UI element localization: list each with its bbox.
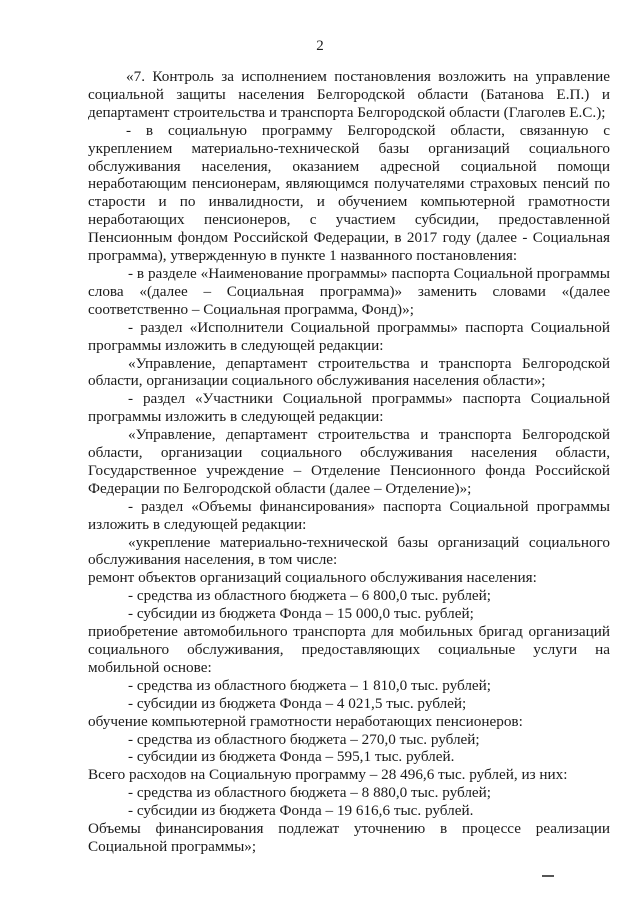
paragraph-executors-text: «Управление, департамент строительства и транспорта Белгородской области, организации социального обслуживания населения области»; (88, 354, 610, 390)
paragraph-transport-heading: приобретение автомобильного транспорта для мобильных бригад организаций социального обслуживания, предоставляющих социальные услуги на мобильной основе: (88, 623, 610, 676)
list-item-training-fund: - субсидии из бюджета Фонда – 595,1 тыс. рублей. (128, 748, 455, 766)
paragraph-total: Всего расходов на Социальную программу – 28 496,6 тыс. рублей, из них: (88, 766, 568, 784)
paragraph-name-section: - в разделе «Наименование программы» паспорта Социальной программы слова «(далее – Социальная программа)» заменить словами «(далее соответственно – Социальная программа, Фонд)»; (88, 264, 610, 318)
paragraph-participants-text: «Управление, департамент строительства и транспорта Белгородской области, организации социального обслуживания населения области, Государственное учреждение – Отделение Пенсионного фонда Российской Федерации по Белгородской области (далее – Отделение)»; (88, 426, 610, 497)
list-item-transport-regional: - средства из областного бюджета – 1 810,0 тыс. рублей; (128, 676, 492, 694)
paragraph-funding-intro: «укрепление материально-технической базы организаций социального обслуживания населения, в том числе: (88, 533, 610, 569)
list-item-total-regional: - средства из областного бюджета – 8 880,0 тыс. рублей; (128, 784, 492, 802)
list-item-training-regional: - средства из областного бюджета – 270,0 тыс. рублей; (128, 730, 480, 748)
list-item-repair-fund: - субсидии из бюджета Фонда – 15 000,0 тыс. рублей; (128, 605, 474, 623)
paragraph-social-program: - в социальную программу Белгородской области, связанную с укреплением материально-технической базы организаций социального обслуживания населения, оказанием адресной социальной помощи неработающим пенсионерам, являющимся получателями страховых пенсий по старости и по инвалидности, и обучением компьютерной грамотности неработающих пенсионеров, с участием субсидии, предоставленной Пенсионным фондом Российской Федерации, в 2017 году (далее - Социальная программа), утвержденную в пункте 1 названного постановления: (88, 121, 610, 265)
paragraph-repair-heading: ремонт объектов организаций социального обслуживания населения: (88, 569, 537, 587)
page-number: 2 (316, 38, 324, 54)
paragraph-executors-section: - раздел «Исполнители Социальной программы» паспорта Социальной программы изложить в следующей редакции: (88, 318, 610, 354)
list-item-repair-regional: - средства из областного бюджета – 6 800,0 тыс. рублей; (128, 587, 492, 605)
paragraph-clarification: Объемы финансирования подлежат уточнению в процессе реализации Социальной программы»; (88, 820, 610, 855)
list-item-total-fund: - субсидии из бюджета Фонда – 19 616,6 тыс. рублей. (128, 802, 474, 820)
paragraph-control: «7. Контроль за исполнением постановления возложить на управление социальной защиты населения Белгородской области (Батанова Е.П.) и департамент строительства и транспорта Белгородской области (Глаголев Е.С.); (88, 68, 610, 121)
scan-mark (542, 875, 554, 877)
document-body (88, 68, 610, 856)
list-item-transport-fund: - субсидии из бюджета Фонда – 4 021,5 тыс. рублей; (128, 694, 467, 712)
paragraph-participants-section: - раздел «Участники Социальной программы» паспорта Социальной программы изложить в следующей редакции: (88, 390, 610, 426)
paragraph-training-heading: обучение компьютерной грамотности неработающих пенсионеров: (88, 712, 523, 730)
paragraph-funding-section: - раздел «Объемы финансирования» паспорта Социальной программы изложить в следующей редакции: (88, 497, 610, 533)
